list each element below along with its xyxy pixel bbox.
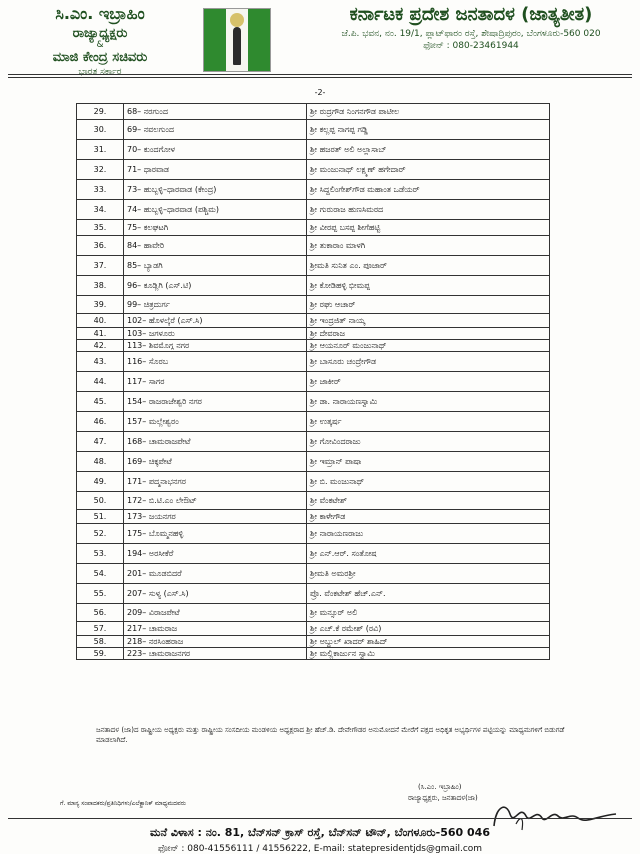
party-address: ಜೆ.ಪಿ. ಭವನ, ನಂ. 19/1, ಪ್ಲಾಟ್‌ಫಾರಂ ರಸ್ತೆ, ಶೇಷಾದ್ರಿಪುರಂ, ಬೆಂಗಳೂರು-560 020 bbox=[341, 29, 601, 39]
constituency-cell: 223– ಚಾಮರಾಜನಗರ bbox=[124, 648, 307, 660]
serial-number-cell: 51. bbox=[77, 510, 124, 524]
president-name: ಸಿ.ಎಂ. ಇಬ್ರಾಹಿಂ bbox=[55, 4, 145, 23]
table-row bbox=[77, 472, 550, 492]
letterhead-right bbox=[306, 4, 636, 51]
letterhead-left bbox=[0, 4, 200, 77]
table-row bbox=[77, 636, 550, 648]
govt-of-india: ಭಾರತ ಸರ್ಕಾರ bbox=[78, 67, 122, 77]
candidate-cell: ಪ್ರೊ. ವೆಂಕಟೇಶ್ ಹೆಚ್.ಎನ್. bbox=[307, 584, 550, 604]
candidate-cell: ಶ್ರೀ ಮನ್ಸೂರ್ ಅಲಿ bbox=[307, 604, 550, 622]
table-row bbox=[77, 314, 550, 328]
constituency-cell: 168– ಚಾಮರಾಜಪೇಟೆ bbox=[124, 432, 307, 452]
candidate-cell: ಶ್ರೀ ವೀರಪ್ಪ ಬಸಪ್ಪ ಶೀಗೆಹಟ್ಟಿ bbox=[307, 220, 550, 236]
candidate-cell: ಶ್ರೀ ಎನ್.ಆರ್. ಸಂತೋಷ bbox=[307, 544, 550, 564]
table-row bbox=[77, 120, 550, 140]
serial-number-cell: 36. bbox=[77, 236, 124, 256]
serial-number-cell: 50. bbox=[77, 492, 124, 510]
constituency-cell: 113– ಶಿವಮೊಗ್ಗ ನಗರ bbox=[124, 340, 307, 352]
constituency-cell: 207– ಸುಳ್ಯ (ಎಸ್.ಸಿ) bbox=[124, 584, 307, 604]
table-row bbox=[77, 200, 550, 220]
table-row bbox=[77, 544, 550, 564]
party-phone: ಫೋನ್ : 080-23461944 bbox=[423, 41, 519, 51]
table-row bbox=[77, 648, 550, 660]
candidate-cell: ಶ್ರೀ ಮಲ್ಲಿಕಾರ್ಜುನ ಸ್ವಾಮಿ bbox=[307, 648, 550, 660]
table-row bbox=[77, 328, 550, 340]
table-row bbox=[77, 524, 550, 544]
constituency-cell: 116– ಸೊರಬ bbox=[124, 352, 307, 372]
candidate-cell: ಶ್ರೀ ಬಿ. ಮಂಜುನಾಥ್ bbox=[307, 472, 550, 492]
table-row bbox=[77, 352, 550, 372]
serial-number-cell: 57. bbox=[77, 622, 124, 636]
serial-number-cell: 43. bbox=[77, 352, 124, 372]
header-rule bbox=[8, 74, 632, 75]
table-row bbox=[77, 160, 550, 180]
table-row bbox=[77, 340, 550, 352]
constituency-cell: 99– ಚಿತ್ರದುರ್ಗ bbox=[124, 296, 307, 314]
table-row bbox=[77, 622, 550, 636]
candidate-cell: ಶ್ರೀ ದೇವರಾಜ bbox=[307, 328, 550, 340]
copy-to: ಗೆ. ಮಾನ್ಯ ಸಂಪಾದಕರು/ಪ್ರತಿನಿಧಿಗಳು/ಎಲೆಕ್ಟ್ರಾನಿಕ್ ಮಾಧ್ಯಮದವರು bbox=[60, 800, 186, 807]
constituency-cell: 117– ಸಾಗರ bbox=[124, 372, 307, 392]
party-name: ಕರ್ನಾಟಕ ಪ್ರದೇಶ ಜನತಾದಳ (ಜಾತ್ಯತೀತ) bbox=[349, 4, 593, 25]
serial-number-cell: 47. bbox=[77, 432, 124, 452]
serial-number-cell: 39. bbox=[77, 296, 124, 314]
candidate-cell: ಶ್ರೀ ಎಚ್.ಕೆ ರಮೇಶ್ (ರವಿ) bbox=[307, 622, 550, 636]
serial-number-cell: 52. bbox=[77, 524, 124, 544]
contact-line: ಫೋನ್ : 080-41556111 / 41556222, E-mail: statepresidentjds@gmail.com bbox=[157, 844, 483, 854]
serial-number-cell: 31. bbox=[77, 140, 124, 160]
table-row bbox=[77, 392, 550, 412]
table-row bbox=[77, 296, 550, 314]
serial-number-cell: 49. bbox=[77, 472, 124, 492]
serial-number-cell: 37. bbox=[77, 256, 124, 276]
constituency-cell: 103– ಜಗಳೂರು bbox=[124, 328, 307, 340]
candidate-cell: ಶ್ರೀ ಕಲ್ಲಪ್ಪ ನಾಗಪ್ಪ ಗಡ್ಡಿ bbox=[307, 120, 550, 140]
constituency-cell: 194– ಅರಸೀಕೆರೆ bbox=[124, 544, 307, 564]
release-note: ಜನತಾದಳ (ಜಾ)ದ ರಾಷ್ಟ್ರೀಯ ಅಧ್ಯಕ್ಷರು ಮತ್ತು ರಾಷ್ಟ್ರೀಯ ಸಂಸದೀಯ ಮಂಡಳಿಯ ಅಧ್ಯಕ್ಷರಾದ ಶ್ರೀ ಹೆಚ್.ಡಿ. ದೇವೇಗೌಡರ ಅನುಮೋದನೆ ಮೇರೆಗೆ ಪಕ್ಷದ ಅಧಿಕೃತ ಅಭ್ಯರ್ಥಿಗಳ ಪಟ್ಟಿಯನ್ನು ಮಾಧ್ಯಮಗಳಿಗೆ ಬಿಡುಗಡೆ ಮಾಡಲಾಗಿದೆ. bbox=[96, 726, 565, 744]
constituency-cell: 74– ಹುಬ್ಬಳ್ಳಿ–ಧಾರವಾಡ (ಪಶ್ಚಿಮ) bbox=[124, 200, 307, 220]
constituency-cell: 157– ಮಲ್ಲೇಶ್ವರಂ bbox=[124, 412, 307, 432]
candidate-cell: ಶ್ರೀ ವೆಂಕಟೇಶ್ bbox=[307, 492, 550, 510]
constituency-cell: 69– ನವಲಗುಂದ bbox=[124, 120, 307, 140]
header-rule-thin bbox=[8, 77, 632, 78]
former-minister-title: ಮಾಜಿ ಕೇಂದ್ರ ಸಚಿವರು bbox=[52, 50, 148, 65]
serial-number-cell: 30. bbox=[77, 120, 124, 140]
constituency-cell: 169– ಚಿಕ್ಕಪೇಟೆ bbox=[124, 452, 307, 472]
serial-number-cell: 46. bbox=[77, 412, 124, 432]
president-title: ರಾಜ್ಯಾಧ್ಯಕ್ಷರು bbox=[72, 26, 128, 41]
table-row bbox=[77, 584, 550, 604]
page-number: -2- bbox=[314, 88, 326, 97]
constituency-cell: 172– ಬಿ.ಟಿ.ಎಂ ಲೇಔಟ್ bbox=[124, 492, 307, 510]
serial-number-cell: 34. bbox=[77, 200, 124, 220]
table-row bbox=[77, 236, 550, 256]
table-row bbox=[77, 604, 550, 622]
candidate-cell: ಶ್ರೀ ಇಂದ್ರಜಿತ್ ನಾಯ್ಕ bbox=[307, 314, 550, 328]
serial-number-cell: 59. bbox=[77, 648, 124, 660]
candidate-cell: ಶ್ರೀಮತಿ ಸುನಿತ ಎಂ. ಪೂಜಾರ್ bbox=[307, 256, 550, 276]
table-row bbox=[77, 256, 550, 276]
table-row bbox=[77, 412, 550, 432]
constituency-cell: 154– ರಾಜರಾಜೇಶ್ವರಿ ನಗರ bbox=[124, 392, 307, 412]
candidate-cell: ಶ್ರೀ ಹಜರತ್ ಅಲಿ ಅಲ್ಲಾಸಾಬ್ bbox=[307, 140, 550, 160]
candidate-cell: ಶ್ರೀ ಕೋಡಿಹಳ್ಳಿ ಭೀಮಪ್ಪ bbox=[307, 276, 550, 296]
serial-number-cell: 44. bbox=[77, 372, 124, 392]
serial-number-cell: 42. bbox=[77, 340, 124, 352]
table-row bbox=[77, 180, 550, 200]
candidate-cell: ಶ್ರೀ ಅಬ್ದುಲ್ ಖಾದರ್ ಶಾಹಿದ್ bbox=[307, 636, 550, 648]
serial-number-cell: 40. bbox=[77, 314, 124, 328]
constituency-cell: 73– ಹುಬ್ಬಳ್ಳಿ–ಧಾರವಾಡ (ಕೇಂದ್ರ) bbox=[124, 180, 307, 200]
constituency-cell: 217– ಚಾಮರಾಜ bbox=[124, 622, 307, 636]
serial-number-cell: 54. bbox=[77, 564, 124, 584]
candidate-cell: ಶ್ರೀಮತಿ ಅಮರಶ್ರೀ bbox=[307, 564, 550, 584]
constituency-cell: 75– ಕಲಘಟಗಿ bbox=[124, 220, 307, 236]
serial-number-cell: 41. bbox=[77, 328, 124, 340]
candidate-cell: ಶ್ರೀ ಕಾಳೇಗೌಡ bbox=[307, 510, 550, 524]
footer-rule bbox=[8, 818, 632, 819]
candidate-cell: ಶ್ರೀ ಸಿದ್ದಲಿಂಗೇಶ್‌ಗೌಡ ಮಹಾಂತ ಒಡೆಯರ್ bbox=[307, 180, 550, 200]
serial-number-cell: 29. bbox=[77, 104, 124, 120]
table-row bbox=[77, 372, 550, 392]
signatory-designation: ರಾಜ್ಯಾಧ್ಯಕ್ಷರು, ಜನತಾದಳ(ಜಾ) bbox=[408, 794, 478, 802]
constituency-cell: 209– ವಿರಾಜಪೇಟೆ bbox=[124, 604, 307, 622]
candidate-cell: ಶ್ರೀ ಗುರುರಾಜ ಹುಣಸಿಮರದ bbox=[307, 200, 550, 220]
constituency-cell: 68– ನರಗುಂದ bbox=[124, 104, 307, 120]
table-row bbox=[77, 276, 550, 296]
candidate-table bbox=[76, 103, 550, 660]
serial-number-cell: 48. bbox=[77, 452, 124, 472]
serial-number-cell: 45. bbox=[77, 392, 124, 412]
residence-address: ಮನೆ ವಿಳಾಸ : ನಂ. 81, ಬೆನ್‌ಸನ್ ಕ್ರಾಸ್ ರಸ್ತೆ, ಬೆನ್‌ಸನ್ ಟೌನ್, ಬೆಂಗಳೂರು-560 046 bbox=[150, 826, 490, 839]
serial-number-cell: 58. bbox=[77, 636, 124, 648]
table-row bbox=[77, 220, 550, 236]
constituency-cell: 102– ಹೊಳಲ್ಕೆರೆ (ಎಸ್.ಸಿ) bbox=[124, 314, 307, 328]
candidate-cell: ಶ್ರೀ ಆಯನೂರ್ ಮಂಜುನಾಥ್ bbox=[307, 340, 550, 352]
ampersand: & bbox=[96, 40, 104, 50]
table-row bbox=[77, 140, 550, 160]
constituency-cell: 96– ಕೂಡ್ಲಿಗಿ (ಎಸ್.ಟಿ) bbox=[124, 276, 307, 296]
candidate-cell: ಶ್ರೀ ಇಮ್ರಾನ್ ಪಾಷಾ bbox=[307, 452, 550, 472]
constituency-cell: 173– ಜಯನಗರ bbox=[124, 510, 307, 524]
table-row bbox=[77, 452, 550, 472]
serial-number-cell: 56. bbox=[77, 604, 124, 622]
candidate-cell: ಶ್ರೀ ಡಾ. ನಾರಾಯಣಸ್ವಾಮಿ bbox=[307, 392, 550, 412]
table-row bbox=[77, 492, 550, 510]
candidate-cell: ಶ್ರೀ ರಘು ಆಚಾರ್ bbox=[307, 296, 550, 314]
candidate-cell: ಶ್ರೀ ಗೋವಿಂದರಾಜು bbox=[307, 432, 550, 452]
table-row bbox=[77, 564, 550, 584]
constituency-cell: 85– ಬ್ಯಾಡಗಿ bbox=[124, 256, 307, 276]
serial-number-cell: 32. bbox=[77, 160, 124, 180]
constituency-cell: 71– ಧಾರವಾಡ bbox=[124, 160, 307, 180]
constituency-cell: 84– ಹಾವೇರಿ bbox=[124, 236, 307, 256]
candidate-cell: ಶ್ರೀ ನಾರಾಯಣರಾಜು bbox=[307, 524, 550, 544]
constituency-cell: 201– ಮೂಡಬಿದರೆ bbox=[124, 564, 307, 584]
table-row bbox=[77, 104, 550, 120]
table-row bbox=[77, 432, 550, 452]
serial-number-cell: 55. bbox=[77, 584, 124, 604]
candidate-cell: ಶ್ರೀ ಮಂಜುನಾಥ್ ಲಕ್ಷ್ಮಣ್ ಹಗೇದಾರ್ bbox=[307, 160, 550, 180]
party-logo-icon bbox=[203, 8, 271, 72]
serial-number-cell: 38. bbox=[77, 276, 124, 296]
candidate-cell: ಶ್ರೀ ಬಾಸೂರು ಚಂದ್ರೇಗೌಡ bbox=[307, 352, 550, 372]
candidate-cell: ಶ್ರೀ ರುದ್ರಗೌಡ ನಿಂಗನಗೌಡ ಪಾಟೀಲ bbox=[307, 104, 550, 120]
serial-number-cell: 33. bbox=[77, 180, 124, 200]
candidate-cell: ಶ್ರೀ ಉತ್ಕರ್ಷ bbox=[307, 412, 550, 432]
constituency-cell: 218– ನರಸಿಂಹರಾಜ bbox=[124, 636, 307, 648]
constituency-cell: 171– ಪದ್ಮನಾಭನಗರ bbox=[124, 472, 307, 492]
table-row bbox=[77, 510, 550, 524]
constituency-cell: 175– ಬೊಮ್ಮನಹಳ್ಳಿ bbox=[124, 524, 307, 544]
candidate-cell: ಶ್ರೀ ತುಕಾರಾಂ ಮಾಳಗಿ bbox=[307, 236, 550, 256]
signatory-name: (ಸಿ.ಎಂ. ಇಬ್ರಾಹಿಂ) bbox=[418, 783, 462, 791]
serial-number-cell: 35. bbox=[77, 220, 124, 236]
constituency-cell: 70– ಕುಂದಗೋಳ bbox=[124, 140, 307, 160]
candidate-cell: ಶ್ರೀ ಜಾಕೀರ್ bbox=[307, 372, 550, 392]
serial-number-cell: 53. bbox=[77, 544, 124, 564]
